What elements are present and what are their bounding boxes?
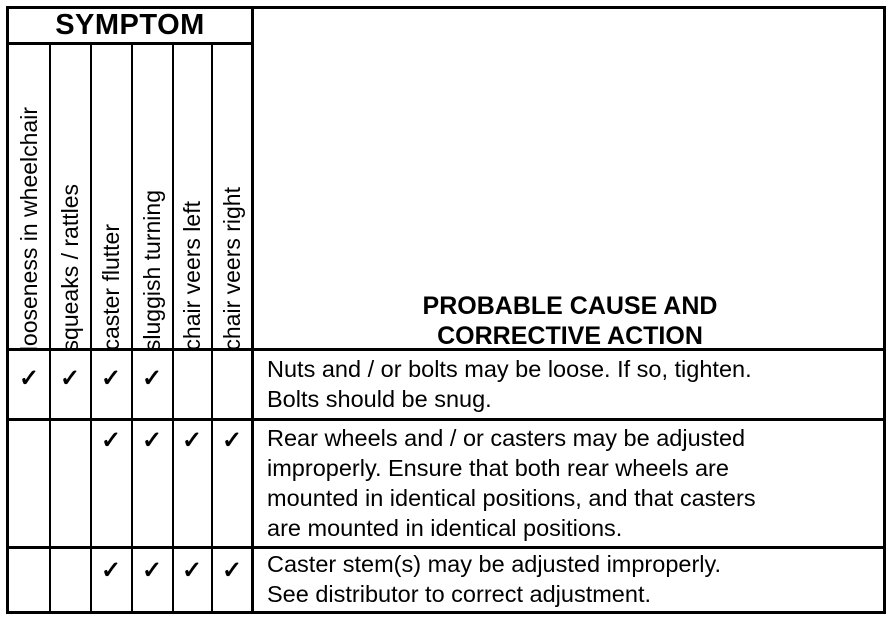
cause-line: Rear wheels and / or casters may be adjusted: [267, 425, 746, 451]
column-header-looseness: [9, 45, 49, 351]
symptom-title: SYMPTOM: [55, 9, 205, 41]
check-mark: ✓: [221, 557, 243, 584]
check-mark: ✓: [181, 427, 203, 454]
column-header-label: chair veers right: [218, 187, 245, 351]
row-1-divider: [9, 418, 883, 421]
cause-line: See distributor to correct adjustment.: [267, 581, 652, 607]
column-header-sluggish-turning: [133, 45, 172, 351]
check-mark: ✓: [100, 557, 122, 584]
column-header-label: looseness in wheelchair: [15, 106, 42, 351]
check-mark: ✓: [181, 557, 203, 584]
column-header-label: caster flutter: [98, 224, 124, 351]
cause-text: [267, 354, 877, 414]
check-mark: ✓: [18, 365, 40, 392]
column-header-label: chair veers left: [179, 201, 205, 351]
probable-cause-title-line: CORRECTIVE ACTION: [437, 322, 703, 350]
cause-line: Nuts and / or bolts may be loose. If so, tighten.: [267, 356, 752, 382]
cause-line: improperly. Ensure that both rear wheels are: [267, 455, 729, 481]
check-mark: ✓: [141, 365, 163, 392]
check-mark: ✓: [141, 427, 163, 454]
probable-cause-title-line: PROBABLE CAUSE AND: [422, 292, 718, 320]
cause-text: [267, 549, 877, 609]
column-header-veers-right: [213, 45, 251, 351]
check-mark: ✓: [100, 365, 122, 392]
check-mark: ✓: [59, 365, 81, 392]
cause-line: Bolts should be snug.: [267, 386, 492, 412]
check-mark: ✓: [141, 557, 163, 584]
cause-line: are mounted in identical positions.: [267, 515, 623, 541]
column-header-label: squeaks / rattles: [57, 183, 83, 351]
column-header-caster-flutter: [92, 45, 131, 351]
column-header-veers-left: [174, 45, 211, 351]
probable-cause-title: [254, 279, 886, 351]
check-mark: ✓: [100, 427, 122, 454]
troubleshooting-table: [6, 6, 886, 614]
column-header-squeaks: [51, 45, 90, 351]
cause-text: [267, 423, 877, 543]
cause-line: mounted in identical positions, and that casters: [267, 485, 756, 511]
column-header-label: sluggish turning: [139, 189, 165, 351]
check-mark: ✓: [221, 427, 243, 454]
cause-line: Caster stem(s) may be adjusted improperly.: [267, 551, 722, 577]
